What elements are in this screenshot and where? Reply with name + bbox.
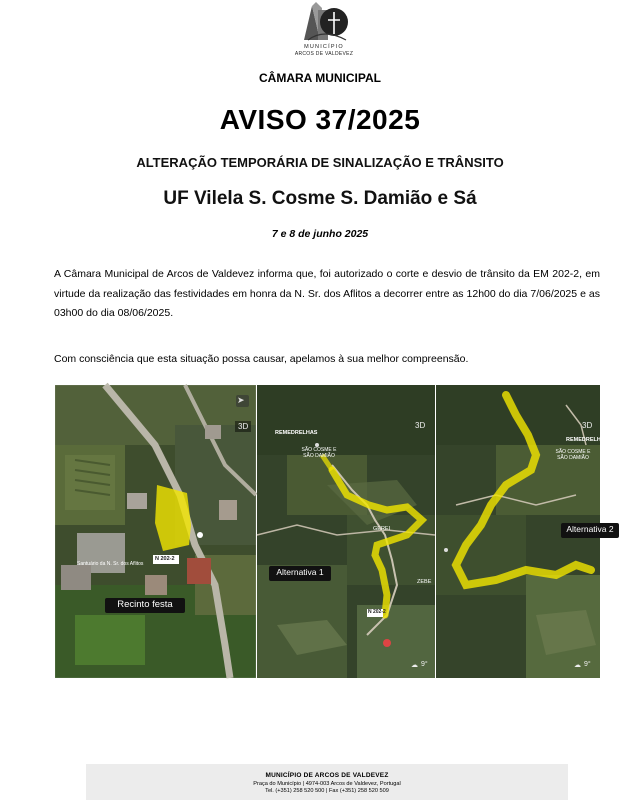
view-3d-button[interactable]: 3D <box>582 421 593 430</box>
weather-temp: 9° <box>584 661 591 668</box>
coat-of-arms-icon <box>298 0 350 44</box>
map-alternative-2 <box>436 385 614 678</box>
logo-text-municipio: MUNICÍPIO <box>304 44 344 50</box>
weather-temp: 9° <box>421 661 428 668</box>
place-label-zebe: ZEBE <box>417 579 432 585</box>
place-label-parish: SÃO COSME E SÃO DAMIÃO <box>555 449 591 461</box>
weather-icon: ☁ <box>411 662 418 669</box>
page-footer <box>86 764 568 800</box>
road-tag-em2022: N 202-2 <box>368 609 386 615</box>
venue-label: Recinto festa <box>117 599 173 610</box>
place-label-sanctuary: Santuário da N. Sr. dos Aflitos <box>77 561 144 567</box>
view-3d-button[interactable]: 3D <box>235 421 251 432</box>
weather-icon: ☁ <box>574 662 581 669</box>
place-label-remedrelhas: REMEDRELHAS <box>566 437 609 443</box>
map-strip <box>55 385 614 678</box>
map-venue <box>55 385 256 678</box>
place-label-parish: SÃO COSME E SÃO DAMIÃO <box>301 447 337 459</box>
institution-name: CÂMARA MUNICIPAL <box>259 71 381 85</box>
map-alternative-1 <box>257 385 435 678</box>
footer-entity: MUNICÍPIO DE ARCOS DE VALDEVEZ <box>265 772 389 779</box>
place-label-remedrelhas: REMEDRELHAS <box>275 430 318 436</box>
notice-location: UF Vilela S. Cosme S. Damião e Sá <box>163 188 477 209</box>
logo-text-arcos: ARCOS DE VALDEVEZ <box>294 51 354 57</box>
notice-subtitle: ALTERAÇÃO TEMPORÁRIA DE SINALIZAÇÃO E TRÂNSITO <box>136 155 504 170</box>
road-tag-em2022: N 202-2 <box>155 556 175 562</box>
notice-paragraph-1: A Câmara Municipal de Arcos de Valdevez informa que, foi autorizado o corte e desvio de trânsito da EM 202-2, em virtude da realização das festividades em honra da N. Sr. dos Aflitos a decorrer entre as 12h00 do dia 7/06/2025 e as 03h00 do dia 08/06/2025. <box>54 268 600 319</box>
notice-title: AVISO 37/2025 <box>219 104 421 135</box>
footer-contacts: Tel. (+351) 258 520 500 | Fax (+351) 258 520 509 <box>265 788 389 794</box>
route-label-alternative-1: Alternativa 1 <box>276 567 324 577</box>
route-pin-icon: ➤ <box>237 395 245 405</box>
footer-address: Praça do Município | 4974-003 Arcos de Valdevez, Portugal <box>253 781 401 787</box>
view-3d-button[interactable]: 3D <box>415 421 426 430</box>
notice-paragraph-2: Com consciência que esta situação possa causar, apelamos à sua melhor compreensão. <box>54 353 469 365</box>
route-label-alternative-2: Alternativa 2 <box>566 524 614 534</box>
municipal-logo <box>288 0 360 64</box>
notice-dates: 7 e 8 de junho 2025 <box>271 228 369 240</box>
place-label-gerei: GEREI <box>373 526 391 532</box>
